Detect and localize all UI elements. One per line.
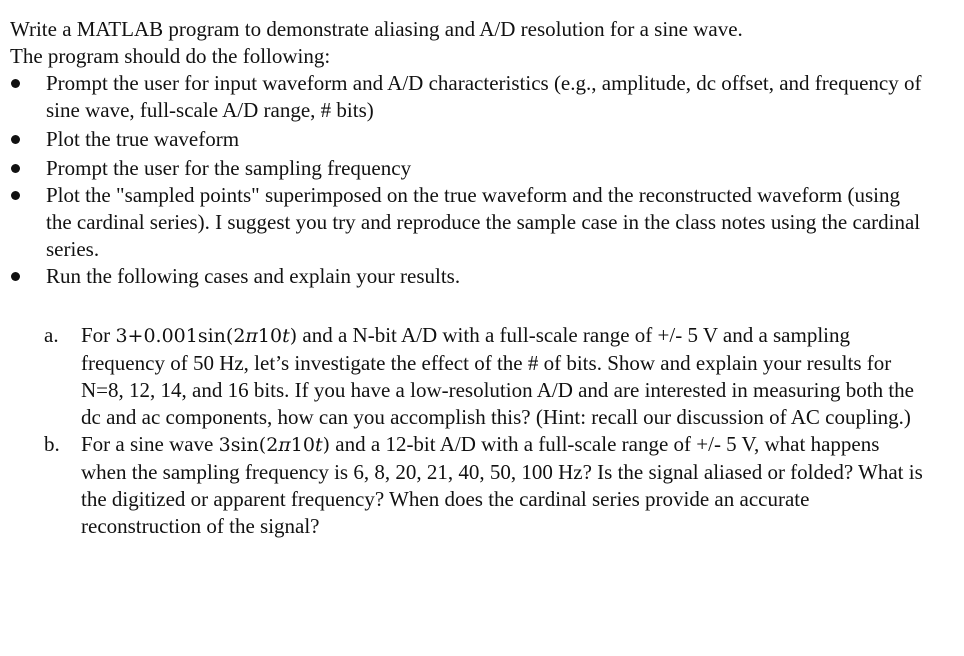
bullet-item: [0, 70, 930, 124]
intro-line-2: The program should do the following:: [10, 44, 331, 68]
case-a-marker: a.: [44, 323, 59, 347]
intro-line-1: Write a MATLAB program to demonstrate aliasing and A/D resolution for a sine wave.: [10, 17, 743, 41]
bullet-text: Run the following cases and explain your results.: [46, 264, 461, 288]
bullet-text: Plot the "sampled points" superimposed on the true waveform and the reconstructed waveform (using the cardinal series). I suggest you try and reproduce the sample case in the class notes using the cardinal series.: [46, 183, 921, 261]
case-b-expr-mid: 10: [290, 434, 315, 456]
case-a-expression: [115, 325, 297, 347]
case-b-text: and a 12-bit A/D with a full-scale range of +/- 5 V, what happens when the sampling frequency is 6, 8, 20, 21, 40, 50, 100 Hz? Is the signal aliased or folded? What is the digitized or apparent frequency? When does the cardinal series provide an accurate reconstruction of the signal?: [81, 432, 923, 538]
case-b-expr-num: 3sin(2: [218, 434, 279, 456]
bullet-dot-icon: [11, 79, 20, 88]
case-a-expr-t: t: [282, 325, 290, 347]
bullet-item: [0, 155, 930, 182]
case-b-expression: [219, 434, 330, 456]
case-b-marker: b.: [44, 432, 60, 456]
bullet-item: [0, 263, 930, 290]
bullet-text: Prompt the user for input waveform and A/D characteristics (e.g., amplitude, dc offset, and frequency of sine wave, full-scale A/D range, # bits): [46, 71, 922, 122]
case-b-expr-pi: π: [278, 434, 291, 456]
case-a: [44, 322, 924, 431]
intro-paragraph: [10, 16, 940, 70]
case-a-expr-num: 3+0.001sin(2: [115, 325, 246, 347]
case-a-expr-mid: 10: [257, 325, 283, 347]
bullet-text: Prompt the user for the sampling frequency: [46, 156, 412, 180]
requirements-list: [0, 70, 930, 290]
bullet-dot-icon: [11, 164, 20, 173]
bullet-item: [0, 182, 930, 263]
case-b: [44, 431, 924, 540]
case-a-text: and a N-bit A/D with a full-scale range of +/- 5 V and a sampling frequency of 50 Hz, let’s investigate the effect of the # of bits. Show and explain your results for N=8, 12, 14, and 16 bits. If you have a low-resolution A/D and are interested in measuring both the dc and ac components, how can you accomplish this? (Hint: recall our discussion of AC coupling.): [81, 323, 914, 429]
case-b-expr-t: t: [314, 434, 323, 456]
case-b-prefix: For a sine wave: [81, 432, 219, 456]
case-a-prefix: For: [81, 323, 116, 347]
bullet-item: [0, 126, 930, 153]
bullet-dot-icon: [11, 135, 20, 144]
case-a-expr-close: ): [289, 325, 298, 347]
bullet-text: Plot the true waveform: [46, 127, 240, 151]
case-a-expr-pi: π: [245, 325, 258, 347]
case-b-expr-close: ): [322, 434, 331, 456]
bullet-dot-icon: [11, 191, 20, 200]
cases-list: [44, 322, 924, 540]
bullet-dot-icon: [11, 272, 20, 281]
